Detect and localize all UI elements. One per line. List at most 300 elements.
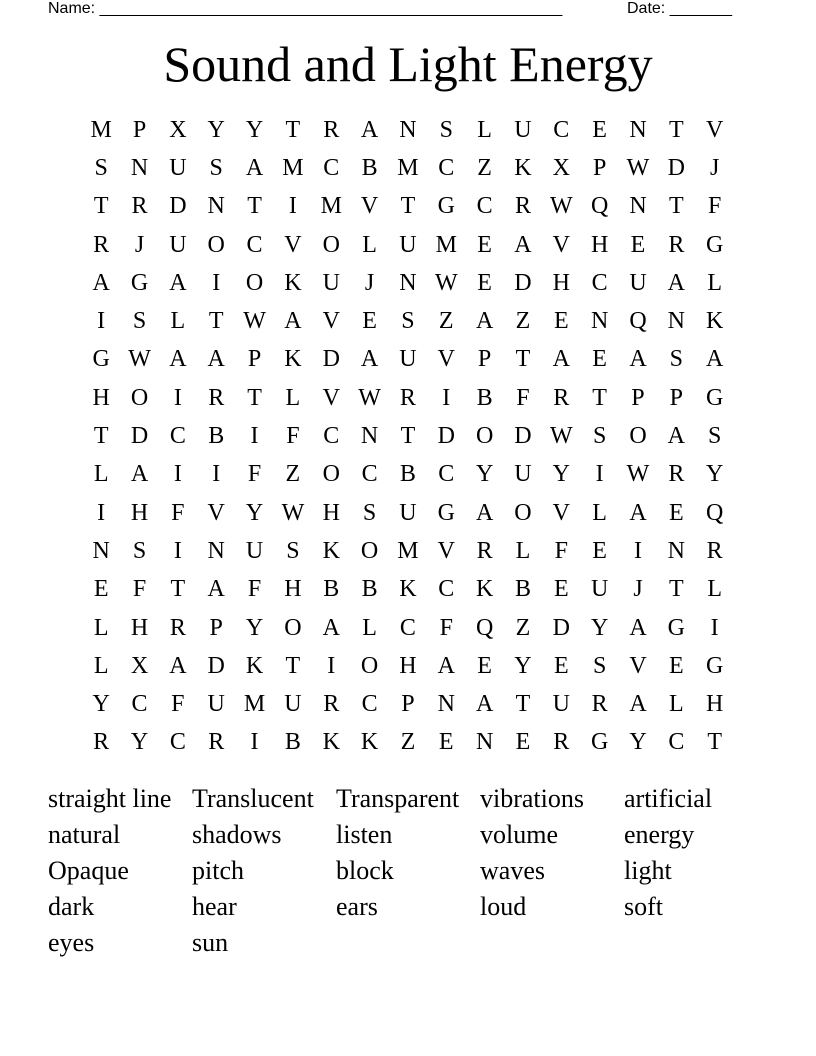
grid-letter[interactable]: U [399, 499, 417, 526]
grid-letter[interactable]: E [477, 231, 492, 258]
grid-letter[interactable]: B [476, 384, 493, 411]
grid-letter[interactable]: H [399, 652, 417, 679]
grid-letter[interactable]: B [323, 576, 340, 603]
grid-letter[interactable]: A [629, 614, 647, 641]
grid-letter[interactable]: R [514, 193, 531, 220]
grid-letter[interactable]: U [399, 346, 417, 373]
grid-letter[interactable]: K [322, 537, 340, 564]
grid-letter[interactable]: D [322, 346, 340, 373]
grid-letter[interactable]: N [360, 423, 379, 450]
grid-letter[interactable]: N [667, 308, 685, 335]
grid-letter[interactable]: K [322, 729, 340, 756]
grid-letter[interactable]: T [668, 116, 684, 143]
grid-letter[interactable]: Y [245, 116, 264, 143]
grid-letter[interactable]: V [322, 308, 340, 335]
grid-letter[interactable]: R [476, 537, 493, 564]
grid-letter[interactable]: U [514, 116, 532, 143]
grid-letter[interactable]: W [434, 269, 458, 296]
grid-letter[interactable]: I [173, 384, 182, 411]
grid-letter[interactable]: M [90, 116, 112, 143]
grid-letter[interactable]: B [208, 423, 225, 450]
grid-letter[interactable]: E [515, 729, 531, 756]
grid-letter[interactable]: F [554, 537, 568, 564]
grid-letter[interactable]: C [361, 691, 378, 718]
grid-letter[interactable]: T [247, 193, 262, 220]
grid-letter[interactable]: N [92, 537, 110, 564]
grid-row [82, 685, 734, 723]
grid-letter[interactable]: T [707, 729, 722, 756]
grid-letter[interactable]: M [397, 154, 419, 181]
grid-letter[interactable]: K [284, 346, 302, 373]
grid-letter[interactable]: X [130, 652, 149, 679]
grid-letter[interactable]: N [207, 537, 225, 564]
grid-letter[interactable]: P [247, 346, 262, 373]
grid-letter[interactable]: L [93, 461, 109, 488]
grid-letter[interactable]: V [437, 346, 455, 373]
grid-letter[interactable]: L [707, 269, 722, 296]
grid-letter[interactable]: F [132, 576, 147, 603]
grid-letter[interactable]: B [361, 154, 378, 181]
grid-letter[interactable]: Y [92, 691, 110, 718]
grid-letter[interactable]: A [475, 308, 494, 335]
grid-letter[interactable]: O [284, 614, 302, 641]
grid-letter[interactable]: R [93, 729, 110, 756]
grid-letter[interactable]: D [514, 269, 532, 296]
grid-letter[interactable]: F [286, 423, 300, 450]
grid-letter[interactable]: G [706, 384, 724, 411]
grid-letter[interactable]: V [706, 116, 724, 143]
grid-letter[interactable]: R [208, 729, 225, 756]
grid-letter[interactable]: F [171, 499, 185, 526]
grid-letter[interactable]: C [476, 193, 493, 220]
grid-letter[interactable]: A [629, 691, 647, 718]
grid-letter[interactable]: T [592, 384, 607, 411]
grid-letter[interactable]: I [442, 384, 451, 411]
grid-letter[interactable]: C [131, 691, 148, 718]
grid-letter[interactable]: P [132, 116, 147, 143]
grid-letter[interactable]: O [629, 423, 647, 450]
grid-letter[interactable]: L [515, 537, 531, 564]
grid-letter[interactable]: M [243, 691, 266, 718]
grid-letter[interactable]: S [592, 423, 607, 450]
grid-letter[interactable]: D [514, 423, 532, 450]
grid-letter[interactable]: W [243, 308, 266, 335]
grid-letter[interactable]: O [207, 231, 225, 258]
grid-letter[interactable]: O [475, 423, 494, 450]
grid-row [82, 111, 734, 149]
word-bank-item: ears [336, 892, 378, 921]
grid-letter[interactable]: H [130, 499, 149, 526]
grid-letter[interactable]: U [629, 269, 647, 296]
grid-letter[interactable]: I [212, 269, 221, 296]
grid-letter[interactable]: S [286, 537, 300, 564]
grid-letter[interactable]: R [131, 193, 148, 220]
grid-letter[interactable]: A [360, 346, 379, 373]
header [48, 0, 740, 20]
grid-letter[interactable]: S [592, 652, 607, 679]
grid-letter[interactable]: I [288, 193, 297, 220]
grid-letter[interactable]: E [630, 231, 646, 258]
grid-letter[interactable]: L [477, 116, 492, 143]
grid-letter[interactable]: Y [207, 116, 225, 143]
grid-letter[interactable]: A [552, 346, 570, 373]
grid-letter[interactable]: R [93, 231, 110, 258]
grid-letter[interactable]: L [707, 576, 722, 603]
grid-letter[interactable]: H [590, 231, 609, 258]
page-title: Sound and Light Energy [163, 36, 653, 92]
grid-letter[interactable]: W [626, 154, 650, 181]
word-bank-item: waves [480, 856, 545, 885]
grid-letter[interactable]: G [706, 231, 724, 258]
grid-letter[interactable]: F [247, 576, 262, 603]
grid-letter[interactable]: G [437, 193, 455, 220]
grid-letter[interactable]: A [667, 269, 685, 296]
grid-letter[interactable]: Y [629, 729, 647, 756]
grid-letter[interactable]: L [362, 231, 377, 258]
grid-letter[interactable]: E [477, 652, 492, 679]
grid-letter[interactable]: Z [515, 308, 531, 335]
grid-letter[interactable]: I [97, 308, 106, 335]
grid-letter[interactable]: R [323, 691, 340, 718]
grid-letter[interactable]: A [514, 231, 532, 258]
grid-letter[interactable]: E [592, 116, 607, 143]
grid-letter[interactable]: T [208, 308, 224, 335]
grid-letter[interactable]: K [360, 729, 379, 756]
grid-letter[interactable]: R [323, 116, 340, 143]
grid-letter[interactable]: T [515, 691, 531, 718]
grid-letter[interactable]: E [438, 729, 454, 756]
grid-letter[interactable]: V [629, 652, 647, 679]
grid-letter[interactable]: O [130, 384, 149, 411]
grid-letter[interactable]: M [435, 231, 457, 258]
grid-letter[interactable]: R [399, 384, 416, 411]
grid-letter[interactable]: W [549, 423, 573, 450]
grid-letter[interactable]: S [439, 116, 453, 143]
grid-letter[interactable]: U [245, 537, 264, 564]
grid-letter[interactable]: K [514, 154, 532, 181]
grid-letter[interactable]: C [438, 154, 455, 181]
grid-letter[interactable]: T [668, 193, 684, 220]
grid-letter[interactable]: T [93, 423, 109, 450]
grid-letter[interactable]: T [285, 652, 301, 679]
grid-letter[interactable]: A [475, 499, 494, 526]
grid-letter[interactable]: G [590, 729, 609, 756]
grid-letter[interactable]: I [710, 614, 719, 641]
grid-letter[interactable]: R [591, 691, 608, 718]
grid-letter[interactable]: I [97, 499, 106, 526]
grid-letter[interactable]: Y [706, 461, 724, 488]
grid-letter[interactable]: V [284, 231, 302, 258]
grid-letter[interactable]: V [552, 231, 570, 258]
grid-letter[interactable]: C [591, 269, 608, 296]
grid-letter[interactable]: G [92, 346, 110, 373]
grid-letter[interactable]: Y [590, 614, 609, 641]
grid-letter[interactable]: F [707, 193, 722, 220]
grid-letter[interactable]: Y [245, 614, 264, 641]
grid-letter[interactable]: O [322, 461, 340, 488]
grid-letter[interactable]: B [514, 576, 531, 603]
grid-letter[interactable]: U [284, 691, 302, 718]
grid-letter[interactable]: C [553, 116, 570, 143]
grid-letter[interactable]: P [477, 346, 492, 373]
grid-letter[interactable]: O [514, 499, 532, 526]
grid-letter[interactable]: H [92, 384, 110, 411]
grid-letter[interactable]: A [629, 346, 647, 373]
grid-letter[interactable]: A [169, 269, 187, 296]
grid-letter[interactable]: Y [130, 729, 149, 756]
grid-letter[interactable]: P [669, 384, 683, 411]
word-bank-item: straight line [48, 784, 172, 813]
grid-letter[interactable]: B [284, 729, 301, 756]
grid-letter[interactable]: V [552, 499, 570, 526]
grid-letter[interactable]: A [245, 154, 264, 181]
grid-letter[interactable]: C [361, 461, 378, 488]
grid-letter[interactable]: H [706, 691, 724, 718]
grid-letter[interactable]: Y [514, 652, 532, 679]
grid-letter[interactable]: D [552, 614, 570, 641]
grid-letter[interactable]: S [362, 499, 377, 526]
grid-letter[interactable]: C [169, 423, 186, 450]
grid-letter[interactable]: I [633, 537, 642, 564]
grid-letter[interactable]: Z [285, 461, 301, 488]
grid-letter[interactable]: A [322, 614, 340, 641]
grid-letter[interactable]: R [553, 384, 570, 411]
grid-letter[interactable]: B [399, 461, 416, 488]
grid-letter[interactable]: J [134, 231, 145, 258]
grid-letter[interactable]: E [592, 537, 607, 564]
grid-letter[interactable]: Q [629, 308, 647, 335]
grid-letter[interactable]: Q [706, 499, 724, 526]
grid-letter[interactable]: L [285, 384, 301, 411]
grid-letter[interactable]: T [668, 576, 684, 603]
grid-letter[interactable]: U [169, 154, 187, 181]
grid-letter[interactable]: T [247, 384, 262, 411]
grid-letter[interactable]: T [400, 193, 416, 220]
grid-letter[interactable]: A [92, 269, 110, 296]
word-bank-item: vibrations [480, 784, 584, 813]
grid-letter[interactable]: A [360, 116, 379, 143]
grid-letter[interactable]: U [322, 269, 340, 296]
grid-letter[interactable]: A [629, 499, 647, 526]
grid-letter[interactable]: R [706, 537, 723, 564]
grid-letter[interactable]: H [284, 576, 302, 603]
grid-letter[interactable]: Y [475, 461, 494, 488]
grid-letter[interactable]: P [401, 691, 415, 718]
grid-letter[interactable]: P [631, 384, 645, 411]
grid-letter[interactable]: A [706, 346, 724, 373]
grid-letter[interactable]: H [130, 614, 149, 641]
grid-letter[interactable]: N [629, 116, 647, 143]
grid-letter[interactable]: S [132, 537, 147, 564]
grid-letter[interactable]: J [364, 269, 375, 296]
grid-letter[interactable]: D [169, 193, 187, 220]
grid-letter[interactable]: E [553, 308, 569, 335]
grid-letter[interactable]: E [668, 652, 684, 679]
grid-letter[interactable]: O [360, 652, 379, 679]
grid-letter[interactable]: E [553, 652, 569, 679]
grid-letter[interactable]: P [209, 614, 223, 641]
grid-letter[interactable]: R [169, 614, 186, 641]
grid-letter[interactable]: F [171, 691, 185, 718]
grid-letter[interactable]: N [667, 537, 685, 564]
grid-letter[interactable]: Q [475, 614, 494, 641]
grid-letter[interactable]: H [322, 499, 340, 526]
grid-letter[interactable]: F [439, 614, 453, 641]
grid-letter[interactable]: A [667, 423, 685, 450]
grid-letter[interactable]: H [552, 269, 570, 296]
grid-letter[interactable]: Z [515, 614, 531, 641]
grid-letter[interactable]: U [169, 231, 187, 258]
grid-letter[interactable]: C [438, 576, 455, 603]
grid-letter[interactable]: P [592, 154, 607, 181]
grid-letter[interactable]: O [322, 231, 340, 258]
grid-letter[interactable]: N [629, 193, 647, 220]
grid-letter[interactable]: T [515, 346, 531, 373]
grid-letter[interactable]: A [130, 461, 149, 488]
grid-letter[interactable]: A [284, 308, 302, 335]
grid-letter[interactable]: X [552, 154, 570, 181]
grid-letter[interactable]: C [438, 461, 455, 488]
grid-letter[interactable]: A [207, 576, 225, 603]
name-field-label[interactable]: Name: ____________________________________________________ [48, 0, 563, 17]
grid-letter[interactable]: N [399, 116, 417, 143]
grid-letter[interactable]: G [667, 614, 685, 641]
grid-letter[interactable]: E [592, 346, 607, 373]
grid-letter[interactable]: C [323, 154, 340, 181]
grid-letter[interactable]: X [169, 116, 187, 143]
grid-letter[interactable]: O [360, 537, 379, 564]
grid-letter[interactable]: N [437, 691, 455, 718]
grid-letter[interactable]: E [553, 576, 569, 603]
grid-letter[interactable]: J [710, 154, 720, 181]
grid-letter[interactable]: I [173, 537, 182, 564]
grid-letter[interactable]: D [437, 423, 455, 450]
grid-letter[interactable]: F [516, 384, 530, 411]
grid-letter[interactable]: A [437, 652, 455, 679]
grid-letter[interactable]: R [668, 461, 685, 488]
grid-letter[interactable]: M [320, 193, 342, 220]
grid-letter[interactable]: C [668, 729, 685, 756]
grid-letter[interactable]: L [668, 691, 684, 718]
grid-letter[interactable]: U [399, 231, 417, 258]
grid-letter[interactable]: Y [245, 499, 264, 526]
grid-letter[interactable]: I [327, 652, 336, 679]
grid-letter[interactable]: V [360, 193, 379, 220]
grid-letter[interactable]: K [475, 576, 494, 603]
grid-letter[interactable]: B [361, 576, 378, 603]
grid-letter[interactable]: A [207, 346, 225, 373]
grid-letter[interactable]: Y [552, 461, 570, 488]
grid-letter[interactable]: E [477, 269, 492, 296]
grid-letter[interactable]: K [706, 308, 724, 335]
grid-letter[interactable]: L [93, 652, 109, 679]
grid-letter[interactable]: O [245, 269, 264, 296]
grid-letter[interactable]: T [170, 576, 186, 603]
grid-letter[interactable]: J [633, 576, 643, 603]
grid-letter[interactable]: G [437, 499, 455, 526]
grid-letter[interactable]: N [130, 154, 149, 181]
grid-letter[interactable]: I [250, 423, 259, 450]
grid-letter[interactable]: T [93, 193, 109, 220]
grid-letter[interactable]: I [250, 729, 259, 756]
grid-letter[interactable]: U [552, 691, 570, 718]
grid-letter[interactable]: S [94, 154, 108, 181]
grid-letter[interactable]: K [245, 652, 264, 679]
grid-letter[interactable]: V [322, 384, 340, 411]
grid-letter[interactable]: A [169, 652, 187, 679]
grid-letter[interactable]: K [284, 269, 302, 296]
grid-letter[interactable]: L [170, 308, 186, 335]
grid-letter[interactable]: W [281, 499, 305, 526]
grid-letter[interactable]: G [130, 269, 149, 296]
grid-letter[interactable]: S [132, 308, 147, 335]
grid-letter[interactable]: C [323, 423, 340, 450]
grid-letter[interactable]: S [209, 154, 223, 181]
grid-letter[interactable]: U [514, 461, 532, 488]
grid-letter[interactable]: N [590, 308, 609, 335]
grid-letter[interactable]: Z [400, 729, 416, 756]
grid-letter[interactable]: E [668, 499, 684, 526]
grid-letter[interactable]: S [669, 346, 683, 373]
grid-letter[interactable]: F [247, 461, 262, 488]
grid-letter[interactable]: S [707, 423, 722, 450]
grid-letter[interactable]: Z [438, 308, 454, 335]
grid-letter[interactable]: S [401, 308, 415, 335]
grid-letter[interactable]: A [475, 691, 494, 718]
grid-letter[interactable]: D [667, 154, 685, 181]
grid-letter[interactable]: E [362, 308, 377, 335]
grid-letter[interactable]: I [173, 461, 182, 488]
grid-letter[interactable]: N [475, 729, 494, 756]
grid-letter[interactable]: G [706, 652, 724, 679]
grid-letter[interactable]: E [93, 576, 109, 603]
grid-letter[interactable]: W [128, 346, 151, 373]
grid-letter[interactable]: D [130, 423, 149, 450]
grid-letter[interactable]: A [169, 346, 187, 373]
grid-letter[interactable]: V [437, 537, 455, 564]
grid-letter[interactable]: L [93, 614, 109, 641]
grid-letter[interactable]: I [212, 461, 221, 488]
grid-letter[interactable]: D [207, 652, 225, 679]
grid-letter[interactable]: V [207, 499, 225, 526]
grid-letter[interactable]: W [358, 384, 381, 411]
grid-letter[interactable]: T [285, 116, 301, 143]
grid-letter[interactable]: L [362, 614, 377, 641]
grid-letter[interactable]: W [549, 193, 573, 220]
grid-letter[interactable]: N [207, 193, 225, 220]
grid-letter[interactable]: M [397, 537, 419, 564]
date-field-label[interactable]: Date: _______ [627, 0, 732, 17]
grid-letter[interactable]: I [595, 461, 604, 488]
grid-letter[interactable]: Q [590, 193, 609, 220]
grid-letter[interactable]: U [207, 691, 225, 718]
word-bank [48, 781, 768, 961]
grid-letter[interactable]: C [399, 614, 416, 641]
grid-letter[interactable]: C [246, 231, 263, 258]
grid-letter[interactable]: W [626, 461, 650, 488]
grid-letter[interactable]: R [668, 231, 685, 258]
grid-letter[interactable]: N [399, 269, 417, 296]
grid-letter[interactable]: U [590, 576, 609, 603]
grid-letter[interactable]: M [282, 154, 304, 181]
grid-letter[interactable]: C [169, 729, 186, 756]
grid-letter[interactable]: T [400, 423, 416, 450]
grid-letter[interactable]: L [592, 499, 607, 526]
grid-letter[interactable]: R [553, 729, 570, 756]
grid-letter[interactable]: K [399, 576, 417, 603]
grid-letter[interactable]: R [208, 384, 225, 411]
grid-letter[interactable]: Z [477, 154, 492, 181]
